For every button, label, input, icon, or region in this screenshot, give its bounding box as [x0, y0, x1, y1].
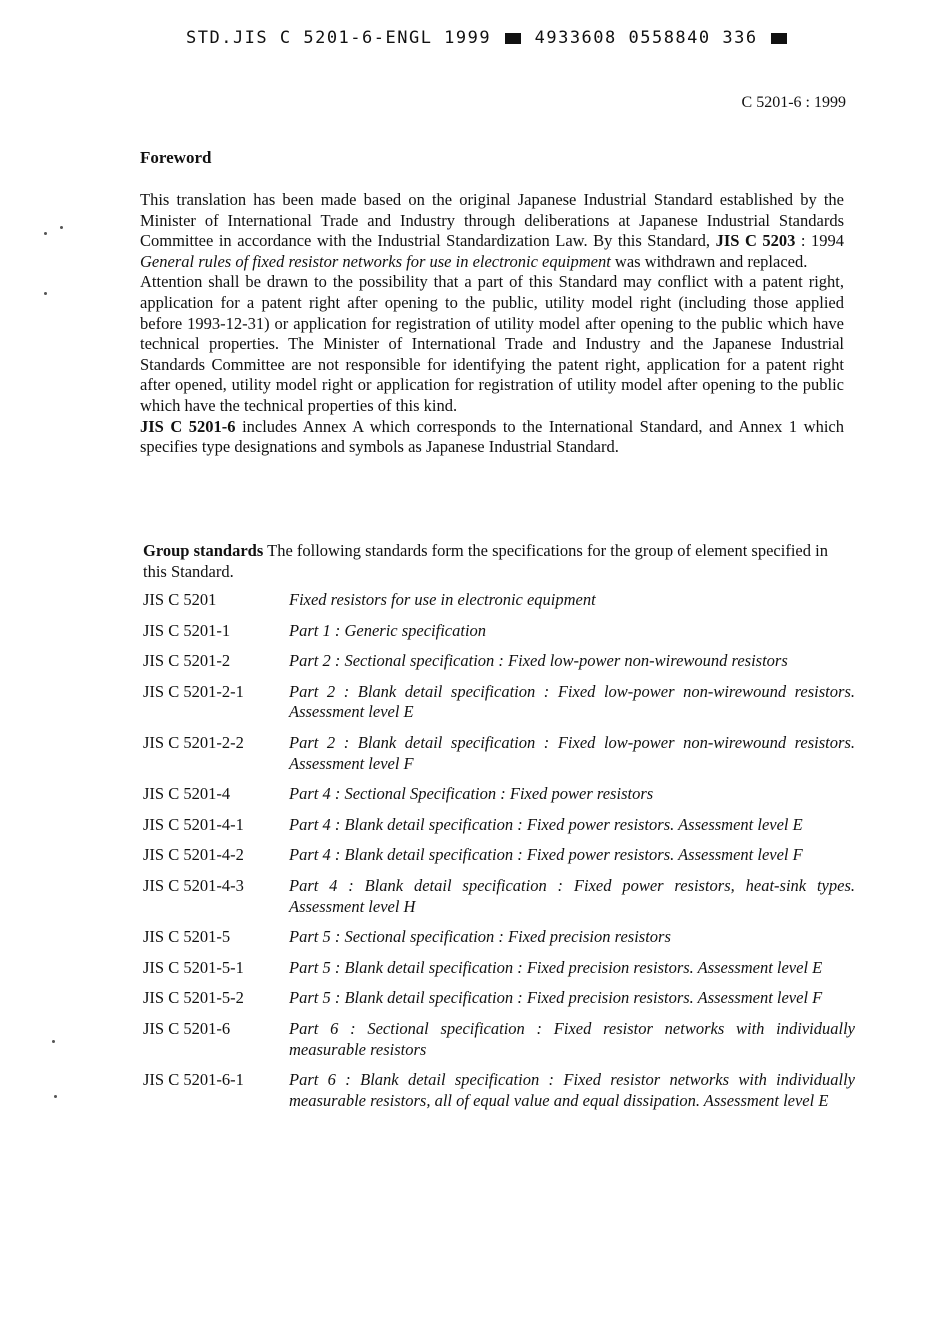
header-right: 336 — [722, 28, 758, 48]
standard-code: JIS C 5201-4-1 — [143, 814, 244, 834]
withdrawn-standard-title: General rules of fixed resistor networks for use in electronic equipment — [140, 251, 611, 271]
foreword-paragraph-3 — [140, 417, 844, 458]
standard-code: JIS C 5201-2-1 — [143, 681, 244, 701]
standard-row — [143, 815, 855, 836]
standard-title: Fixed resistors for use in electronic equipment — [289, 590, 596, 609]
standard-code: JIS C 5201-6 — [143, 1018, 231, 1038]
standard-code: JIS C 5201-4 — [143, 784, 231, 804]
standard-title: Part 5 : Blank detail specification : Fixed precision resistors. Assessment level E — [289, 957, 823, 977]
standard-row — [143, 784, 855, 805]
header-left: STD.JIS C 5201-6-ENGL 1999 — [186, 28, 492, 48]
standard-title: Part 5 : Sectional specification : Fixed precision resistors — [289, 927, 671, 947]
standard-row — [143, 927, 855, 948]
withdrawn-standard-year: : 1994 — [800, 231, 845, 251]
standard-title: Part 2 : Blank detail specification : Fixed low-power non-wirewound resistors. Assessment level E — [289, 681, 855, 722]
standard-row — [143, 1070, 855, 1111]
standard-title: Part 2 : Blank detail specification : Fixed low-power non-wirewound resistors. Assessment level F — [289, 732, 855, 773]
standard-row — [143, 845, 855, 866]
header-block-mark-end — [771, 33, 787, 44]
scan-speck — [54, 1095, 57, 1098]
header-mid: 4933608 0558840 — [534, 28, 711, 48]
standard-title: Part 6 : Blank detail specification : Fixed resistor networks with individually measurable resistors, all of equal value and equal dissipation. Assessment level E — [289, 1070, 855, 1110]
standard-code: JIS C 5201-5-2 — [143, 988, 244, 1008]
scan-speck — [44, 232, 47, 235]
foreword-text: This translation has been made based on the original Japanese Industrial Standard established by the Minister of International Trade and Industry through deliberations at Japanese Industrial Standards Committee in accordance with the Industrial Standardization Law. By this Standard, — [140, 190, 844, 251]
standard-row — [143, 621, 855, 642]
standard-row — [143, 958, 855, 979]
standard-code: JIS C 5201 — [143, 590, 217, 609]
standard-title: Part 2 : Sectional specification : Fixed low-power non-wirewound resistors — [289, 651, 788, 671]
standard-code: JIS C 5201-2 — [143, 651, 231, 671]
scan-header — [186, 28, 789, 48]
standard-row — [143, 988, 855, 1009]
standard-title: Part 5 : Blank detail specification : Fixed precision resistors. Assessment level F — [289, 988, 823, 1008]
standard-code: JIS C 5201-4-3 — [143, 875, 244, 895]
group-standards-heading: Group standards — [143, 541, 264, 560]
group-standards-text: The following standards form the specifications for the group of element specified in this Standard. — [143, 541, 828, 581]
standard-row — [143, 733, 855, 774]
foreword-paragraph-1 — [140, 190, 844, 272]
foreword-text: includes Annex A which corresponds to the International Standard, and Annex 1 which specifies type designations and symbols as Japanese Industrial Standard. — [140, 416, 844, 457]
scan-speck — [60, 226, 63, 229]
standard-code: JIS C 5201-5 — [143, 927, 231, 947]
standard-row — [143, 590, 855, 611]
foreword-text: was withdrawn and replaced. — [614, 251, 808, 271]
standard-title: Part 4 : Blank detail specification : Fixed power resistors. Assessment level E — [289, 814, 803, 834]
standard-code: JIS C 5201-1 — [143, 620, 231, 640]
foreword-heading: Foreword — [140, 148, 212, 167]
standard-row — [143, 651, 855, 672]
standard-code: JIS C 5201-5-1 — [143, 957, 244, 977]
standard-title: Part 6 : Sectional specification : Fixed resistor networks with individually measurable resistors — [289, 1018, 855, 1059]
standard-code: JIS C 5201-4-2 — [143, 845, 244, 865]
standards-list — [143, 590, 855, 1111]
standard-code: JIS C 5201-2-2 — [143, 732, 244, 752]
document-number: C 5201-6 : 1999 — [741, 94, 846, 111]
foreword-paragraph-2: Attention shall be drawn to the possibility that a part of this Standard may conflict with a patent right, application for a patent right after opening to the public, utility model right (including those applied before 1993-12-31) or application for registration of utility model after opening to the public which have technical properties. The Minister of International Trade and Industry and the Japanese Industrial Standards Committee are not responsible for identifying the patent right, application for a patent right after opened, utility model right or application for registration of utility model after opening to the public which have the technical properties of this kind. — [140, 272, 844, 415]
header-block-mark — [505, 33, 521, 44]
group-standards-intro — [143, 541, 849, 582]
standard-code: JIS C 5201-6 — [140, 416, 236, 436]
foreword-body — [140, 190, 844, 458]
standard-title: Part 1 : Generic specification — [289, 620, 487, 640]
standard-row — [143, 1019, 855, 1060]
standard-code: JIS C 5201-6-1 — [143, 1070, 244, 1090]
standard-row — [143, 876, 855, 917]
standard-title: Part 4 : Blank detail specification : Fixed power resistors. Assessment level F — [289, 845, 803, 865]
scan-speck — [44, 292, 47, 295]
withdrawn-standard-code: JIS C 5203 — [715, 231, 796, 251]
standard-title: Part 4 : Sectional Specification : Fixed power resistors — [289, 784, 654, 804]
standard-title: Part 4 : Blank detail specification : Fixed power resistors, heat-sink types. Assessment level H — [289, 875, 855, 916]
standard-row — [143, 682, 855, 723]
scan-speck — [52, 1040, 55, 1043]
